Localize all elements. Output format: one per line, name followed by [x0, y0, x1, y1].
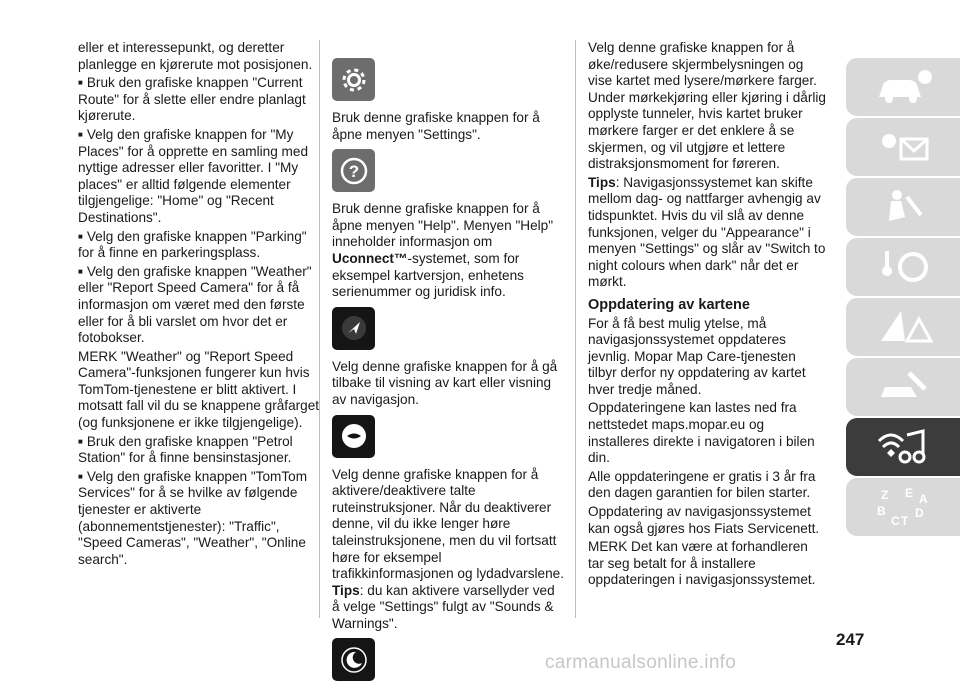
seat-airbag-icon[interactable] — [846, 178, 960, 236]
update-note: MERK Det kan være at forhandleren tar seg betalt for å installere oppdateringen i navigasjonssystemet. — [588, 539, 816, 588]
update-text-1: For å få best mulig ytelse, må navigasjonssystemet oppdateres jevnlig. Mopar Map Care-tjenesten tilbyr derfor ny oppdatering av kartet hver tredje måned. — [588, 315, 806, 397]
settings-text: Bruk denne grafiske knappen for å åpne menyen "Settings". — [332, 110, 540, 142]
gear-icon — [332, 58, 375, 101]
svg-text:?: ? — [348, 161, 359, 181]
svg-text:C: C — [891, 514, 900, 528]
bullet-weather: ■ Velg den grafiske knappen "Weather" eller "Report Speed Camera" for å få informasjon om været med den første eller for å bli varslet om hvor det er fotobokser. — [78, 264, 326, 347]
column-1 — [78, 40, 326, 570]
page-number: 247 — [836, 630, 865, 649]
svg-text:Z: Z — [881, 488, 889, 502]
help-text: Bruk denne grafiske knappen for å åpne menyen "Help". Menyen "Help" inneholder informasjon om Uconnect™-systemet, som for eksempel kartversjon, enhetens serienummer og juridisk info. — [332, 201, 554, 300]
svg-text:T: T — [901, 514, 909, 528]
back-text: Velg denne grafiske knappen for å gå tilbake til visning av kart eller visning av navigasjon. — [332, 358, 558, 407]
alphabet-index-icon[interactable] — [846, 478, 960, 536]
watermark: carmanualsonline.info — [545, 652, 737, 673]
column-2 — [332, 52, 564, 690]
tips-text: Tips: Navigasjonssystemet kan skifte mellom dag- og nattfarger avhengig av tidspunktet. Hvis du vil slå av denne funksjonen, velger du "Appearance" i menyen "Settings" og slår av "Switch to night colours when dark" når det er mørkt. — [588, 174, 826, 290]
bullet-parking: ■ Velg den grafiske knappen "Parking" for å finne en parkeringsplass. — [78, 229, 326, 262]
moon-icon — [332, 638, 375, 681]
steering-key-icon[interactable] — [846, 238, 960, 296]
svg-text:D: D — [915, 506, 924, 520]
column-3 — [588, 40, 826, 591]
column-divider-2 — [575, 40, 576, 618]
note-weather: MERK "Weather" og "Report Speed Camera"-funksjonen fungerer kun hvis TomTom-tjenestene er blitt aktivert. I motsatt fall vil du se knappene gråfarget (og funksjonene er ikke tilgjengelige). — [78, 348, 320, 431]
road-warning-icon[interactable] — [846, 298, 960, 356]
bullet-my-places: ■ Velg den grafiske knappen for "My Places" for å opprette en samling med nyttige adresser eller favoritter. I "My places" er alltid følgende elementer tilgjengelige: "Home" og "Recent Destinations". — [78, 127, 326, 227]
wrench-car-icon[interactable] — [846, 358, 960, 416]
chapter-tabs — [846, 58, 960, 538]
help-icon — [332, 149, 375, 192]
multimedia-icon[interactable] — [846, 418, 960, 476]
car-info-icon[interactable] — [846, 58, 960, 116]
bullet-petrol-station: ■ Bruk den grafiske knappen "Petrol Station" for å finne bensinstasjoner. — [78, 434, 326, 467]
bullet-current-route: ■ Bruk den grafiske knappen "Current Route" for å slette eller endre planlagt kjørerute. — [78, 75, 326, 125]
svg-text:A: A — [919, 492, 928, 506]
voice-text: Velg denne grafiske knappen for å aktivere/deaktivere talte ruteinstruksjoner. Når du deaktiverer denne, vil du ikke lenger høre taleinstruksjonene, men du vil fortsatt høre for eksempel trafikkinformasjonen og lydadvarslene. Tips: du kan aktivere varsellyder ved å velge "Settings" fulgt av "Sounds & Warnings". — [332, 466, 564, 631]
speech-icon — [332, 415, 375, 458]
update-text-2: Oppdateringene kan lastes ned fra nettstedet maps.mopar.eu og installeres direkte i navigatoren i bilen din. — [588, 400, 815, 466]
update-text-3: Alle oppdateringene er gratis i 3 år fra den dagen garantien for bilen starter. — [588, 468, 816, 501]
back-arrow-icon — [332, 307, 375, 350]
paragraph: eller et interessepunkt, og deretter planlegge en kjørerute mot posisjonen. — [78, 40, 313, 72]
update-text-4: Oppdatering av navigasjonssystemet kan også gjøres hos Fiats Servicenett. — [588, 504, 820, 536]
svg-text:B: B — [877, 504, 886, 518]
warning-lights-icon[interactable] — [846, 118, 960, 176]
svg-text:E: E — [905, 486, 914, 500]
section-heading: Oppdatering av kartene — [588, 296, 750, 313]
brightness-text: Velg denne grafiske knappen for å øke/redusere skjermbelysningen og vise kartet med lysere/mørkere farger. Under mørkekjøring eller kjøring i dårlig opplyste tunneler, hvis kartet bruker mørkere farger er det enklere å se skjermen, og vil utgjøre et lettere distraksjonsmoment for føreren. — [588, 40, 826, 172]
bullet-tomtom-services: ■ Velg den grafiske knappen "TomTom Services" for å se hvilke av følgende tjenester er aktiverte (abonnementstjenester): "Traffic", "Speed Cameras", "Weather", "Online search". — [78, 469, 326, 569]
